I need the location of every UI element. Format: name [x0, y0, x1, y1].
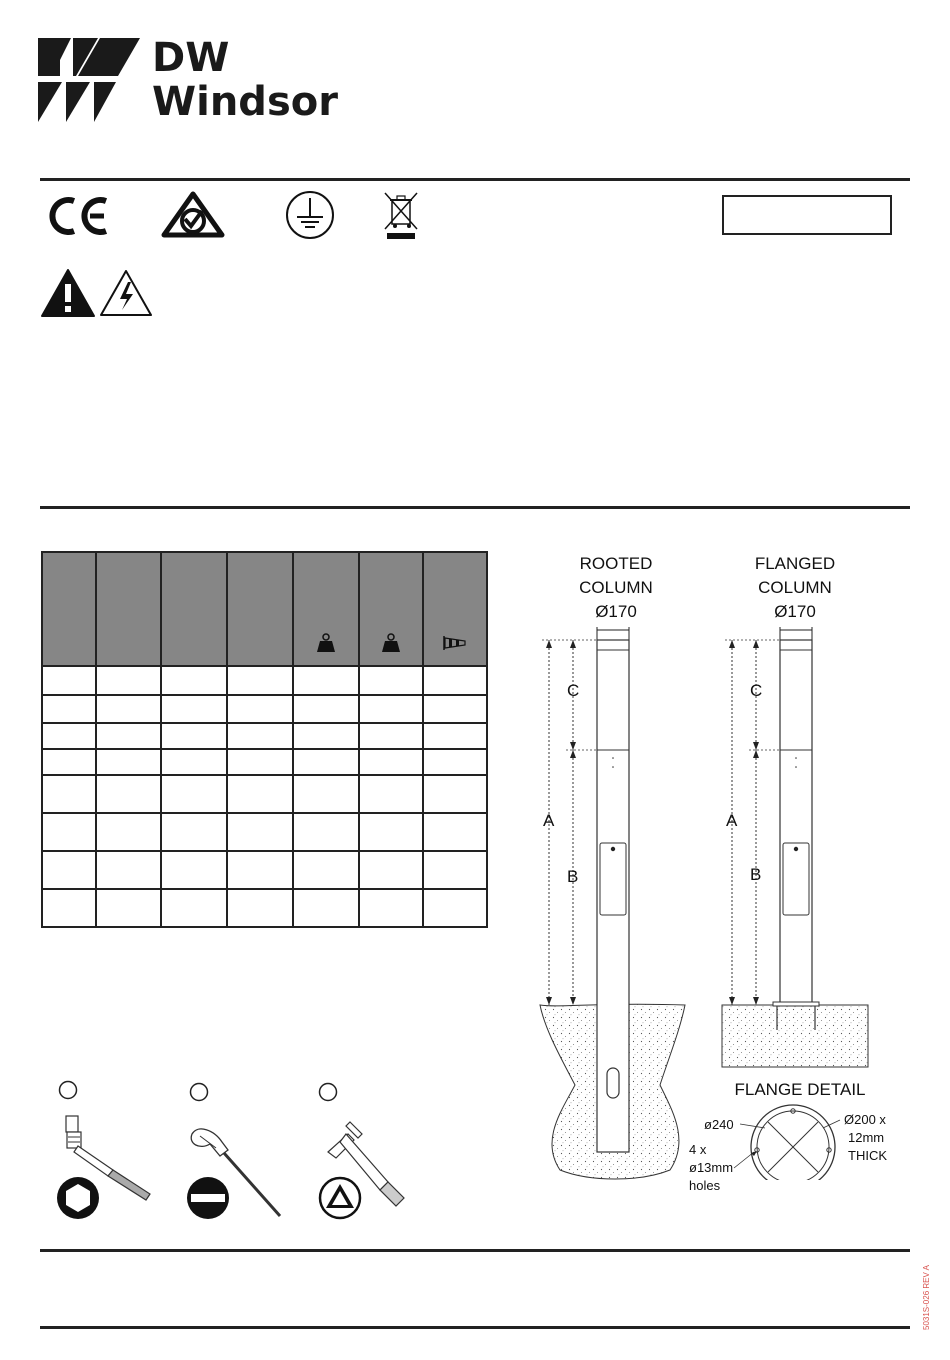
dim-a-rooted: A: [543, 811, 555, 830]
flanged-column-drawing: [722, 627, 868, 1067]
header-cell: [227, 552, 293, 666]
flanged-column-title: FLANGED COLUMN Ø170: [754, 554, 836, 621]
table-row: [42, 775, 487, 813]
divider-middle: [40, 506, 910, 509]
divider-bottom-upper: [40, 1249, 910, 1252]
windsock-icon: [442, 635, 468, 651]
rooted-column-drawing: [540, 627, 685, 1179]
earth-symbol-icon: [284, 189, 336, 241]
rcm-mark-icon: [160, 191, 226, 239]
brand-name-line2: Windsor: [152, 79, 338, 125]
divider-top: [40, 178, 910, 181]
flange-detail-drawing: [734, 1105, 840, 1180]
tool-checkbox[interactable]: [58, 1080, 78, 1100]
table-row: [42, 749, 487, 775]
dim-b-rooted: B: [567, 867, 579, 886]
table-row: [42, 695, 487, 723]
flange-outer-diameter: ø240: [704, 1117, 734, 1132]
general-warning-icon: [40, 268, 96, 318]
table-row: [42, 889, 487, 927]
flange-plate-spec: Ø200 x 12mm THICK: [844, 1112, 887, 1163]
flange-detail-title: FLANGE DETAIL: [734, 1080, 866, 1099]
rooted-column-title: ROOTED COLUMN Ø170: [579, 554, 653, 621]
blank-box: [722, 195, 892, 235]
triangle-bit-icon: [318, 1176, 362, 1220]
weight-icon: [381, 633, 401, 653]
tool-checkbox[interactable]: [189, 1082, 209, 1102]
dim-c-flanged: C: [750, 681, 763, 700]
tool-checkbox[interactable]: [318, 1082, 338, 1102]
slot-bit-icon: [186, 1176, 230, 1220]
document-reference: 5031S-026 REV A: [922, 1265, 931, 1330]
logo: [38, 35, 338, 125]
divider-bottom-lower: [40, 1326, 910, 1329]
dim-a-flanged: A: [726, 811, 738, 830]
dim-c-rooted: C: [567, 681, 580, 700]
ce-mark-icon: [48, 195, 110, 237]
spec-table: [41, 551, 488, 928]
table-header-row: [42, 552, 487, 666]
hex-bit-icon: [56, 1176, 100, 1220]
dim-b-flanged: B: [750, 865, 762, 884]
table-row: [42, 851, 487, 889]
table-row: [42, 723, 487, 749]
table-row: [42, 813, 487, 851]
brand-name-line1: DW: [152, 35, 230, 81]
flange-holes-spec: 4 x ø13mm holes: [689, 1142, 734, 1193]
header-cell: [161, 552, 227, 666]
header-cell: [293, 552, 359, 666]
header-cell: [42, 552, 96, 666]
electrical-hazard-icon: [98, 268, 154, 318]
header-cell: [359, 552, 423, 666]
table-row: [42, 666, 487, 695]
weight-icon: [316, 633, 336, 653]
header-cell: [423, 552, 487, 666]
weee-bin-icon: [383, 191, 419, 241]
dw-logo-mark-icon: [38, 38, 142, 122]
header-cell: [96, 552, 161, 666]
